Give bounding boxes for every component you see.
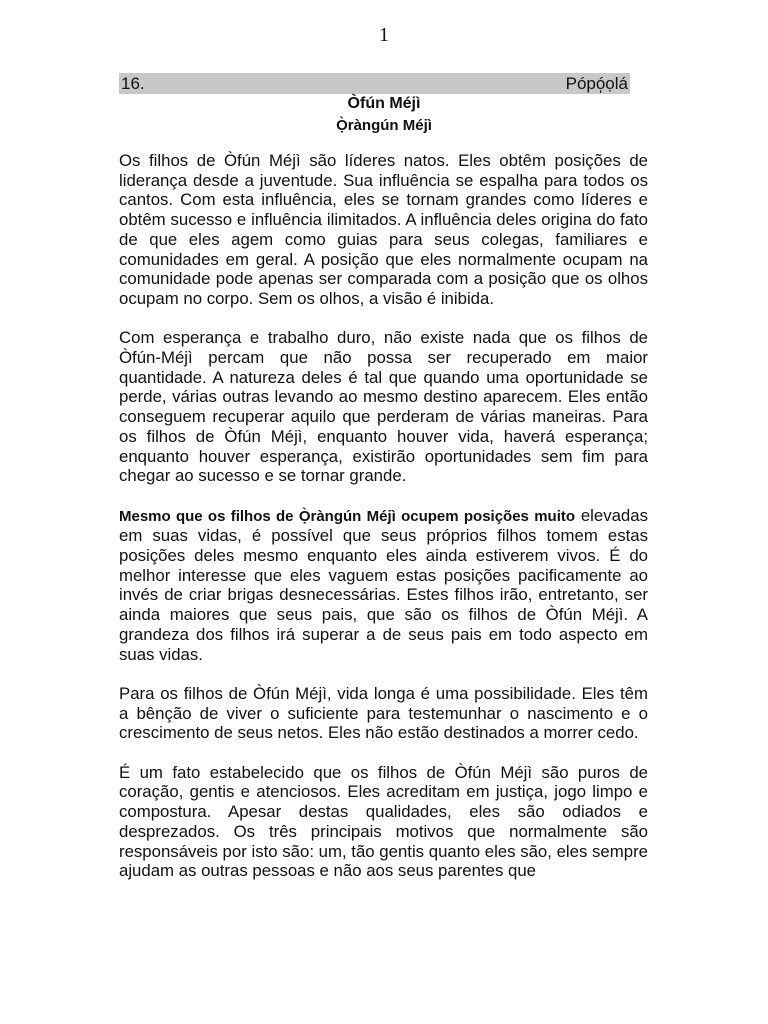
body-text [119,151,648,901]
paragraph-2: Com esperança e trabalho duro, não existe nada que os filhos de Òfún-Méjì percam que não possa ser recuperado em maior quantidade. A natureza deles é tal que quando uma oportunidade se perde, várias outras levando ao mesmo destino aparecem. Eles então conseguem recuperar aquilo que perderam de várias maneiras. Para os filhos de Òfún Méjì, enquanto houver vida, haverá esperança; enquanto houver esperança, existirão oportunidades sem fim para chegar ao sucesso e se tornar grande. [119,328,648,486]
chapter-number: 16. [121,74,145,93]
page-subtitle: Ọ̀ràngún Méjì [336,117,432,134]
chapter-header-bar [119,73,630,94]
paragraph-1: Os filhos de Òfún Méjì são líderes natos. Eles obtêm posições de liderança desde a juventude. Sua influência se espalha para todos os cantos. Com esta influência, eles se tornam grandes como líderes e obtêm sucesso e influência ilimitados. A influência deles origina do fato de que eles agem como guias para seus colegas, familiares e comunidades em geral. A posição que eles normalmente ocupam na comunidade pode apenas ser comparada com a posição que os olhos ocupam no corpo. Sem os olhos, a visão é inibida. [119,151,648,308]
paragraph-4: Para os filhos de Òfún Méjì, vida longa é uma possibilidade. Eles têm a bênção de viver o suficiente para testemunhar o nascimento e o crescimento de seus netos. Eles não estão destinados a morrer cedo. [119,683,648,743]
page-title: Òfún Méjì [347,95,421,112]
chapter-header-label: Pópó̩ọlá [565,74,628,93]
paragraph-3-text: elevadas em suas vidas, é possível que seus próprios filhos tomem estas posições deles mesmo enquanto eles ainda estiverem vivos. É do melhor interesse que eles vaguem estas posições pacificamente ao invés de criar brigas desnecessárias. Estes filhos irão, entretanto, ser ainda maiores que seus pais, que são os filhos de Òfún Méjì. A grandeza dos filhos irá superar a de seus pais em todo aspecto em suas vidas. [119,505,648,664]
paragraph-3 [119,506,648,665]
paragraph-5: É um fato estabelecido que os filhos de Òfún Méjì são puros de coração, gentis e atenciosos. Eles acreditam em justiça, jogo limpo e compostura. Apesar destas qualidades, eles são odiados e desprezados. Os três principais motivos que normalmente são responsáveis por isto são: um, tão gentis quanto eles são, eles sempre ajudam as outras pessoas e não aos seus parentes que [119,762,648,881]
paragraph-3-lead: Mesmo que os filhos de Ọ̀ràngún Méjì ocupem posições muito [119,507,576,525]
page-number: 1 [379,24,389,46]
